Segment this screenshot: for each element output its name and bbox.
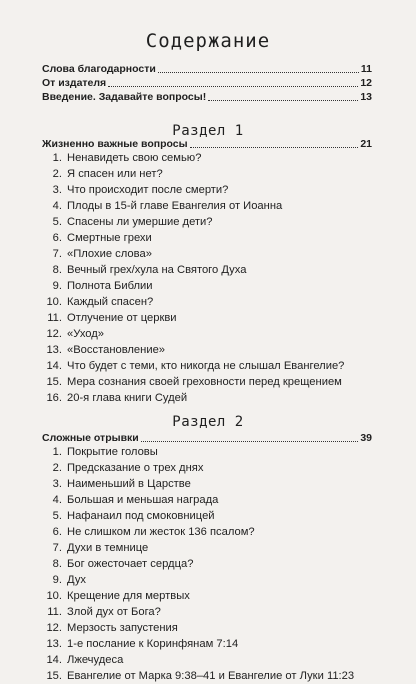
toc-item <box>42 166 372 182</box>
toc-item-number: 7. <box>52 542 62 554</box>
toc-item <box>42 230 372 246</box>
toc-item <box>42 556 372 572</box>
toc-entry-acknowledgements <box>42 63 372 76</box>
toc-entry-label: Слова благодарности <box>42 63 156 75</box>
toc-item-title: Каждый спасен? <box>67 296 154 308</box>
toc-item-number: 14. <box>46 654 62 666</box>
toc-item-number: 8. <box>52 558 62 570</box>
toc-item <box>42 604 372 620</box>
page-title: Содержание <box>145 30 271 52</box>
toc-item <box>42 668 372 684</box>
toc-item <box>42 540 372 556</box>
toc-item <box>42 262 372 278</box>
toc-item <box>42 198 372 214</box>
toc-item-number: 7. <box>52 248 62 260</box>
toc-item-number: 3. <box>52 184 62 196</box>
toc-item-title: «Уход» <box>67 328 105 340</box>
toc-item-number: 4. <box>52 494 62 506</box>
toc-item-number: 2. <box>52 462 62 474</box>
toc-entry-page: 13 <box>360 91 372 103</box>
toc-item-number: 16. <box>46 392 62 404</box>
toc-item-number: 5. <box>52 510 62 522</box>
toc-entry-page: 11 <box>360 63 372 75</box>
toc-item <box>42 214 372 230</box>
toc-item-title: «Плохие слова» <box>67 248 152 260</box>
toc-item-title: Дух <box>67 574 87 586</box>
toc-item-number: 3. <box>52 478 62 490</box>
section-entry-label: Сложные отрывки <box>42 432 139 444</box>
toc-item-title: Лжечудеса <box>67 654 124 666</box>
toc-item-title: «Восстановление» <box>67 344 166 356</box>
toc-item-title: Бог ожесточает сердца? <box>67 558 194 570</box>
toc-item-number: 9. <box>52 574 62 586</box>
toc-item-title: Наименьший в Царстве <box>67 478 191 490</box>
dot-leader <box>141 441 359 442</box>
toc-item <box>42 588 372 604</box>
toc-item-title: Вечный грех/хула на Святого Духа <box>67 264 247 276</box>
section-entry-page: 39 <box>360 432 372 444</box>
toc-item-title: Покрытие головы <box>67 446 158 458</box>
toc-item-number: 6. <box>52 232 62 244</box>
section-heading: Раздел 2 <box>172 414 244 430</box>
toc-item-title: Я спасен или нет? <box>67 168 163 180</box>
toc-item-number: 15. <box>46 376 62 388</box>
toc-entry-publisher <box>42 77 372 90</box>
toc-item-title: Мерзость запустения <box>67 622 178 634</box>
toc-item-number: 6. <box>52 526 62 538</box>
toc-entry-page: 12 <box>360 77 372 89</box>
toc-item <box>42 390 372 406</box>
toc-item-number: 9. <box>52 280 62 292</box>
toc-item-number: 8. <box>52 264 62 276</box>
toc-item <box>42 342 372 358</box>
toc-item-number: 14. <box>46 360 62 372</box>
dot-leader <box>208 100 358 101</box>
toc-item-title: 20-я глава книги Судей <box>67 392 188 404</box>
toc-item-number: 5. <box>52 216 62 228</box>
toc-item-number: 4. <box>52 200 62 212</box>
toc-item-title: Ненавидеть свою семью? <box>67 152 202 164</box>
toc-item-title: Евангелие от Марка 9:38–41 и Евангелие от Луки 11:23 <box>67 670 355 682</box>
toc-entry-introduction <box>42 91 372 104</box>
toc-item-title: Духи в темнице <box>67 542 149 554</box>
section-heading: Раздел 1 <box>172 123 244 139</box>
toc-item-title: Крещение для мертвых <box>67 590 190 602</box>
toc-entry-label: От издателя <box>42 77 107 89</box>
toc-item <box>42 508 372 524</box>
toc-item-number: 13. <box>46 638 62 650</box>
toc-item-title: Злой дух от Бога? <box>67 606 161 618</box>
dot-leader <box>158 72 359 73</box>
toc-item <box>42 636 372 652</box>
toc-item-number: 10. <box>46 296 62 308</box>
toc-item-number: 2. <box>52 168 62 180</box>
toc-item <box>42 444 372 460</box>
dot-leader <box>190 147 359 148</box>
toc-item-number: 1. <box>52 446 62 458</box>
toc-item <box>42 620 372 636</box>
section-items <box>42 444 372 684</box>
toc-entry-label: Введение. Задавайте вопросы! <box>42 91 207 103</box>
toc-item <box>42 278 372 294</box>
toc-item <box>42 326 372 342</box>
section-entry-page: 21 <box>360 138 372 150</box>
toc-item <box>42 460 372 476</box>
toc-item <box>42 246 372 262</box>
toc-item-title: 1-е послание к Коринфянам 7:14 <box>67 638 239 650</box>
toc-item-number: 12. <box>46 328 62 340</box>
toc-item <box>42 492 372 508</box>
toc-item <box>42 294 372 310</box>
toc-item-title: Полнота Библии <box>67 280 153 292</box>
toc-item-number: 11. <box>47 312 62 324</box>
toc-item-title: Что будет с теми, кто никогда не слышал Евангелие? <box>67 360 345 372</box>
toc-item-number: 10. <box>46 590 62 602</box>
toc-item-title: Мера сознания своей греховности перед крещением <box>67 376 342 388</box>
toc-item-number: 11. <box>47 606 62 618</box>
toc-item-title: Большая и меньшая награда <box>67 494 219 506</box>
toc-item-title: Не слишком ли жесток 136 псалом? <box>67 526 255 538</box>
toc-item-title: Отлучение от церкви <box>67 312 177 324</box>
toc-item <box>42 476 372 492</box>
toc-item <box>42 524 372 540</box>
section-entry-label: Жизненно важные вопросы <box>42 138 188 150</box>
dot-leader <box>108 86 358 87</box>
toc-item-number: 1. <box>52 152 62 164</box>
toc-item-title: Плоды в 15-й главе Евангелия от Иоанна <box>67 200 283 212</box>
toc-item-title: Смертные грехи <box>67 232 152 244</box>
toc-item-number: 15. <box>46 670 62 682</box>
toc-item <box>42 182 372 198</box>
toc-item <box>42 652 372 668</box>
toc-item-number: 13. <box>46 344 62 356</box>
toc-item-title: Что происходит после смерти? <box>67 184 229 196</box>
toc-item-title: Нафанаил под смоковницей <box>67 510 215 522</box>
toc-item-title: Предсказание о трех днях <box>67 462 204 474</box>
toc-item <box>42 150 372 166</box>
toc-item <box>42 374 372 390</box>
toc-item-title: Спасены ли умершие дети? <box>67 216 213 228</box>
toc-item-number: 12. <box>46 622 62 634</box>
toc-item <box>42 572 372 588</box>
toc-item <box>42 310 372 326</box>
section-items <box>42 150 372 406</box>
toc-item <box>42 358 372 374</box>
